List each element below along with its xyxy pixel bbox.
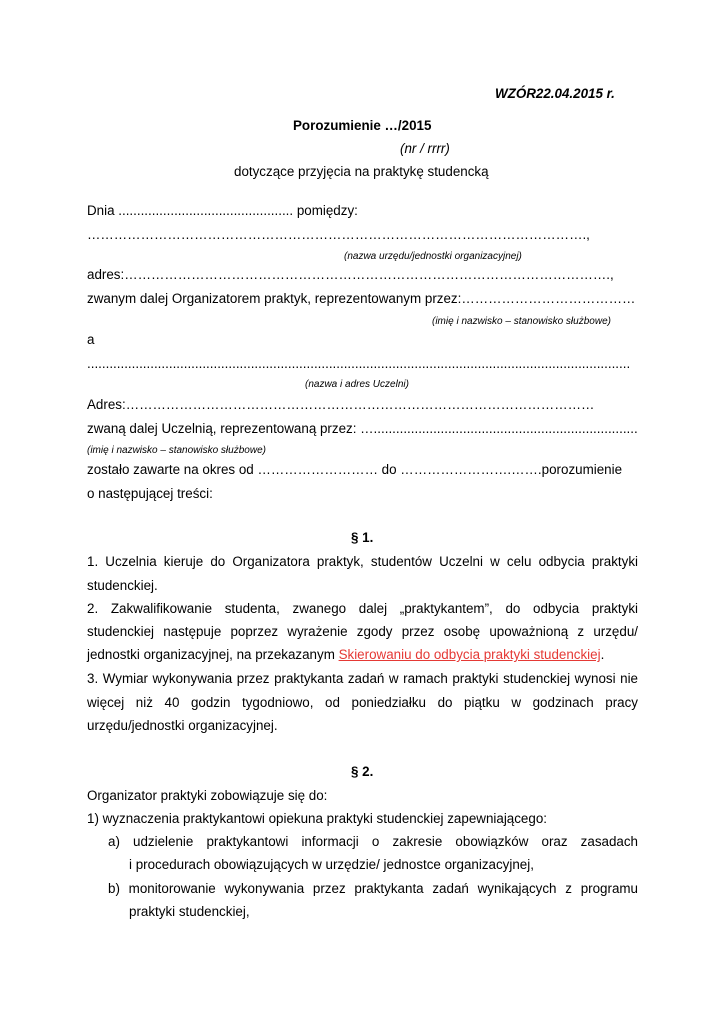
university-line: .................................................................................................................................................. <box>87 356 631 371</box>
university-representative-caption: (imię i nazwisko – stanowisko służbowe) <box>87 445 266 456</box>
section-1-heading: § 1. <box>351 530 374 545</box>
referral-link[interactable]: Skierowaniu do odbycia praktyki studenckiej <box>338 647 601 662</box>
paragraph-2-text: jednostki organizacyjnej, na przekazanym <box>87 647 339 662</box>
section-2-heading: § 2. <box>351 764 374 779</box>
document-subtitle: dotyczące przyjęcia na praktykę studencką <box>234 164 489 179</box>
section-1-paragraph-1-line-1: 1. Uczelnia kieruje do Organizatora praktyk, studentów Uczelni w celu odbycia praktyki <box>87 554 638 569</box>
section-1-paragraph-3-line-1: 3. Wymiar wykonywania przez praktykanta zadań w ramach praktyki studenckiej wynosi nie <box>87 671 638 686</box>
document-title: Porozumienie …/2015 <box>293 118 432 133</box>
section-2-intro: Organizator praktyki zobowiązuje się do: <box>87 788 328 803</box>
section-1-paragraph-1-line-2: studenckiej. <box>87 578 158 593</box>
section-1-paragraph-2-line-2: studenckiej następuje poprzez wyrażenie zgody przez osobę upoważnioną z urzędu/ <box>87 624 638 639</box>
organizer-address-line: adres:………………………………………………………………………………………………., <box>87 267 614 282</box>
university-caption: (nazwa i adres Uczelni) <box>305 379 409 390</box>
date-line: Dnia ............................................... pomiędzy: <box>87 203 358 218</box>
number-hint: (nr / rrrr) <box>400 141 450 156</box>
content-intro-line: o następującej treści: <box>87 486 213 501</box>
version-label: WZÓR22.04.2015 r. <box>495 86 615 101</box>
section-2-item-b-line-2: praktyki studenckiej, <box>129 904 250 919</box>
section-1-paragraph-2-line-1: 2. Zakwalifikowanie studenta, zwanego dalej „praktykantem”, do odbycia praktyki <box>87 601 638 616</box>
organizer-representative-line: zwanym dalej Organizatorem praktyk, reprezentowanym przez:………………………………… <box>87 291 636 306</box>
section-1-paragraph-3-line-2: więcej niż 40 godzin tygodniowo, od poniedziałku do piątku w godzinach pracy <box>87 695 638 710</box>
section-1-paragraph-2-line-3 <box>87 647 604 663</box>
section-2-item-a-line-2: i procedurach obowiązujących w urzędzie/ jednostce organizacyjnej, <box>129 857 534 872</box>
section-2-item-1: 1) wyznaczenia praktykantowi opiekuna praktyki studenckiej zapewniającego: <box>87 811 547 826</box>
university-address-line: Adres:…………………………………………………………………………………………… <box>87 397 595 412</box>
section-2-item-a-line-1: a) udzielenie praktykantowi informacji o zakresie obowiązków oraz zasadach <box>108 834 638 849</box>
paragraph-2-period: . <box>600 647 605 662</box>
conjunction-a: a <box>87 332 95 347</box>
organizer-name-caption: (nazwa urzędu/jednostki organizacyjnej) <box>344 251 522 262</box>
section-1-paragraph-3-line-3: urzędu/jednostki organizacyjnej. <box>87 718 278 733</box>
organizer-representative-caption: (imię i nazwisko – stanowisko służbowe) <box>432 316 611 327</box>
section-2-item-b-line-1: b) monitorowanie wykonywania przez praktykanta zadań wynikających z programu <box>108 881 638 896</box>
university-representative-line: zwaną dalej Uczelnią, reprezentowaną przez: …....................................................................... <box>87 421 638 436</box>
term-line: zostało zawarte na okres od ……………………… do …………………….…….porozumienie <box>87 462 623 477</box>
organizer-name-line: …………………………………………………………………………………………………., <box>87 227 590 242</box>
